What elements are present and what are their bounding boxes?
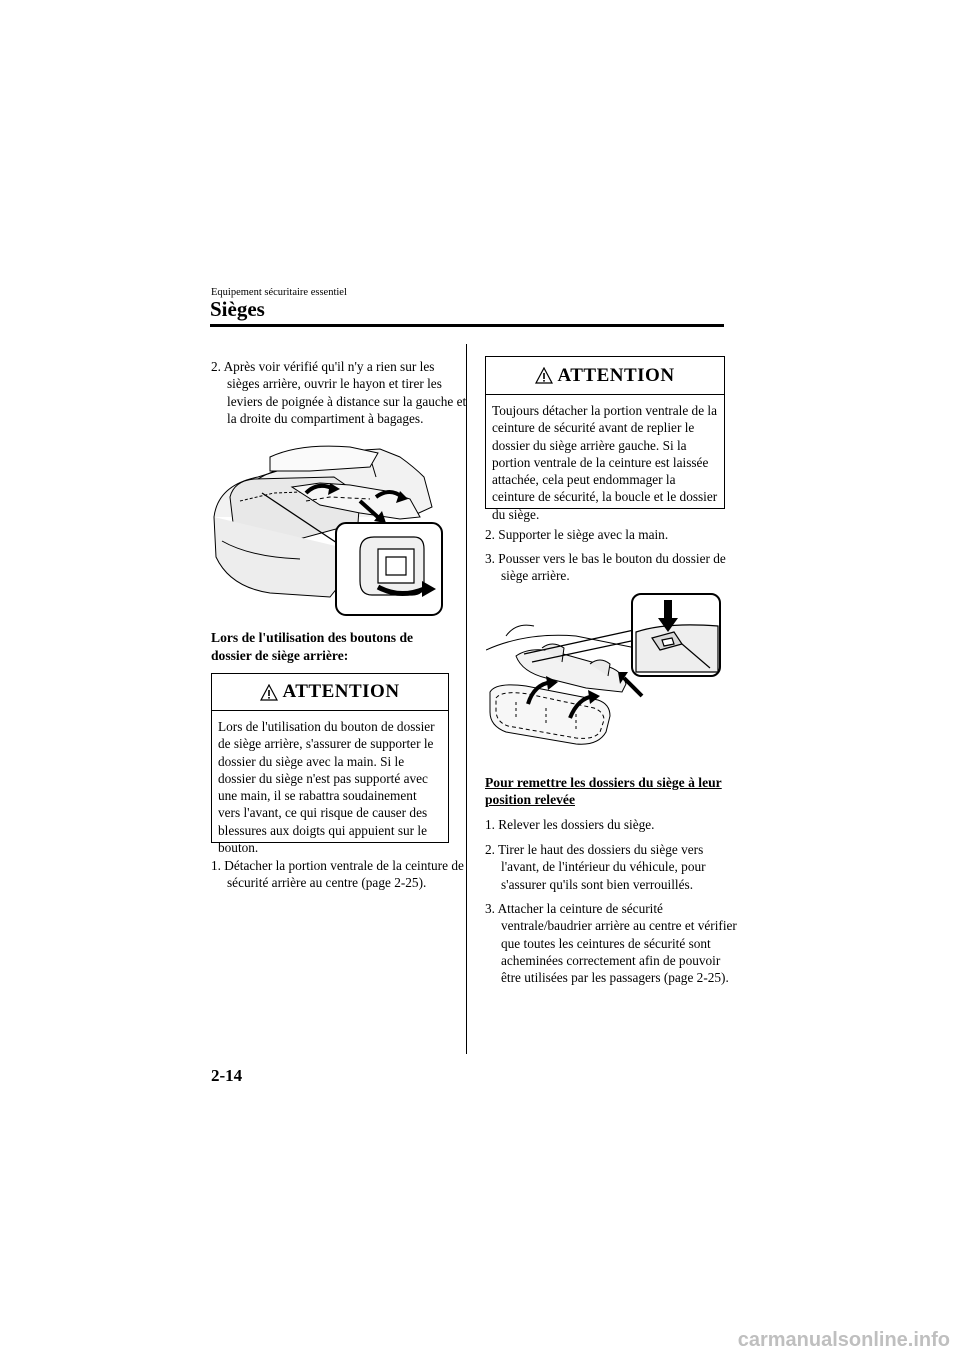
left-heading: Lors de l'utilisation des boutons de dossier de siège arrière: <box>211 630 414 663</box>
page-number: 2-14 <box>211 1066 243 1085</box>
right-attention-title: ATTENTION <box>557 364 675 386</box>
right-return-step-3: 3. Attacher la ceinture de sécurité ventrale/baudrier arrière au centre et vérifier que toutes les ceintures de sécurité sont acheminées correctement afin de pouvoir être utilisées par les passagers (page 2-25). <box>485 901 737 986</box>
left-step-2: 2. Après voir vérifié qu'il n'y a rien sur les sièges arrière, ouvrir le hayon et tirer les leviers de poignée à distance sur la gauche et la droite du compartiment à bagages. <box>211 359 467 426</box>
trunk-lever-illustration <box>210 437 444 617</box>
right-heading: Pour remettre les dossiers du siège à leur position relevée <box>485 775 722 807</box>
rear-seat-button-illustration <box>486 592 722 760</box>
right-return-step-2: 2. Tirer le haut des dossiers du siège vers l'avant, de l'intérieur du véhicule, pour s'assurer qu'ils sont bien verrouillés. <box>485 842 706 892</box>
right-return-step-1: 1. Relever les dossiers du siège. <box>485 817 655 832</box>
header-rule <box>210 324 724 327</box>
left-attention-box <box>211 673 449 856</box>
right-attention-header <box>486 357 724 394</box>
section-label: Equipement sécuritaire essentiel <box>211 287 347 298</box>
left-step-1: 1. Détacher la portion ventrale de la ceinture de sécurité arrière au centre (page 2-25). <box>211 858 464 891</box>
warning-triangle-icon <box>535 367 553 384</box>
left-attention-header <box>212 674 448 710</box>
watermark: carmanualsonline.info <box>737 1329 950 1351</box>
warning-triangle-icon <box>260 684 278 701</box>
page-title: Sièges <box>210 297 265 321</box>
left-attention-body: Lors de l'utilisation du bouton de dossier de siège arrière, s'assurer de supporter le dossier du siège avec la main. Si le dossier du siège n'est pas supporté avec une main, il se rabattra soudainement vers l'avant, ce qui risque de causer des blessures aux doigts qui appuient sur le bouton. <box>212 710 448 856</box>
right-step-3: 3. Pousser vers le bas le bouton du dossier de siège arrière. <box>485 551 726 584</box>
right-attention-body: Toujours détacher la portion ventrale de la ceinture de sécurité avant de replier le dossier du siège arrière gauche. Si la portion ventrale de la ceinture est laissée attachée, cela peut endommager la ceinture de sécurité, la boucle et le dossier du siège. <box>486 394 724 522</box>
column-divider <box>466 344 467 1054</box>
right-attention-box <box>485 356 725 522</box>
left-attention-title: ATTENTION <box>282 681 400 702</box>
right-step-2: 2. Supporter le siège avec la main. <box>485 527 669 542</box>
